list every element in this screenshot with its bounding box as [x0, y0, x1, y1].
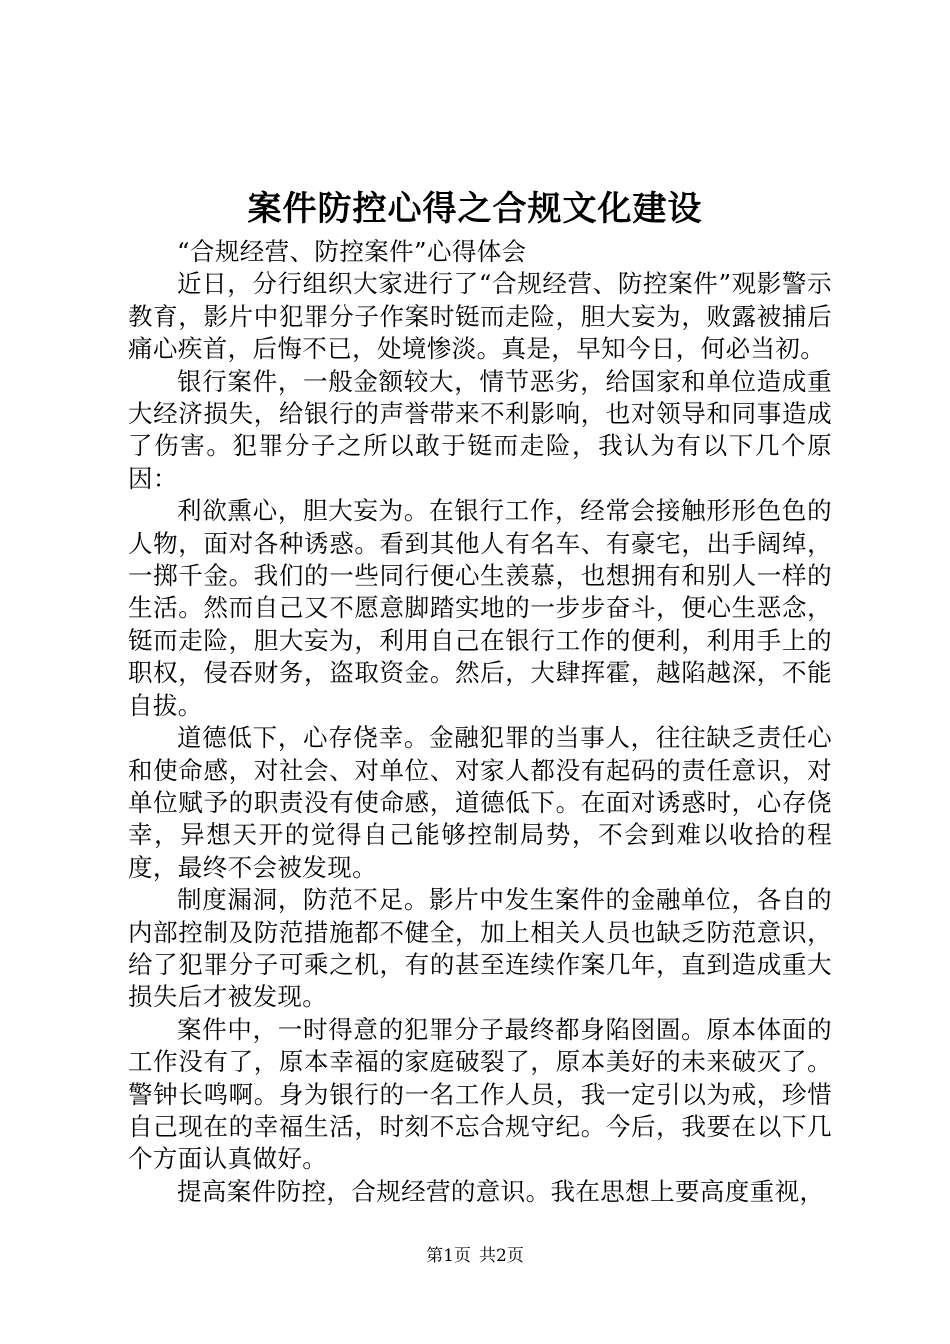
page-number: 第1页 — [426, 1246, 471, 1266]
paragraph: 制度漏洞，防范不足。影片中发生案件的金融单位，各自的内部控制及防范措施都不健全，加上相关人员也缺乏防范意识，给了犯罪分子可乘之机，有的甚至连续作案几年，直到造成重大损失后才被发现。 — [128, 885, 832, 1012]
page-total: 共2页 — [479, 1246, 524, 1266]
page-footer — [0, 1245, 950, 1267]
paragraph: 利欲熏心，胆大妄为。在银行工作，经常会接触形形色色的人物，面对各种诱惑。看到其他人有名车、有豪宅，出手阔绰，一掷千金。我们的一些同行便心生羡慕，也想拥有和别人一样的生活。然而自己又不愿意脚踏实地的一步步奋斗，便心生恶念，铤而走险，胆大妄为，利用自己在银行工作的便利，利用手上的职权，侵吞财务，盗取资金。然后，大肆挥霍，越陷越深，不能自拔。 — [128, 496, 832, 720]
paragraph: 道德低下，心存侥幸。金融犯罪的当事人，往往缺乏责任心和使命感，对社会、对单位、对家人都没有起码的责任意识，对单位赋予的职责没有使命感，道德低下。在面对诱惑时，心存侥幸，异想天开的觉得自己能够控制局势，不会到难以收拾的程度，最终不会被发现。 — [128, 723, 832, 882]
paragraph: 银行案件，一般金额较大，情节恶劣，给国家和单位造成重大经济损失，给银行的声誉带来不利影响，也对领导和同事造成了伤害。犯罪分子之所以敢于铤而走险，我认为有以下几个原因： — [128, 366, 832, 493]
paragraph: 近日，分行组织大家进行了“合规经营、防控案件”观影警示教育，影片中犯罪分子作案时铤而走险，胆大妄为，败露被捕后痛心疾首，后悔不已，处境惨淡。真是，早知今日，何必当初。 — [128, 269, 832, 364]
paragraph: 提高案件防控，合规经营的意识。我在思想上要高度重视， — [177, 1176, 825, 1206]
paragraph-subtitle: “合规经营、防控案件”心得体会 — [177, 237, 527, 266]
paragraph: 案件中，一时得意的犯罪分子最终都身陷囹圄。原本体面的工作没有了，原本幸福的家庭破裂了，原本美好的未来破灭了。警钟长鸣啊。身为银行的一名工作人员，我一定引以为戒，珍惜自己现在的幸福生活，时刻不忘合规守纪。今后，我要在以下几个方面认真做好。 — [128, 1014, 832, 1174]
page-title: 案件防控心得之合规文化建设 — [247, 189, 703, 229]
document-body — [128, 236, 832, 1208]
